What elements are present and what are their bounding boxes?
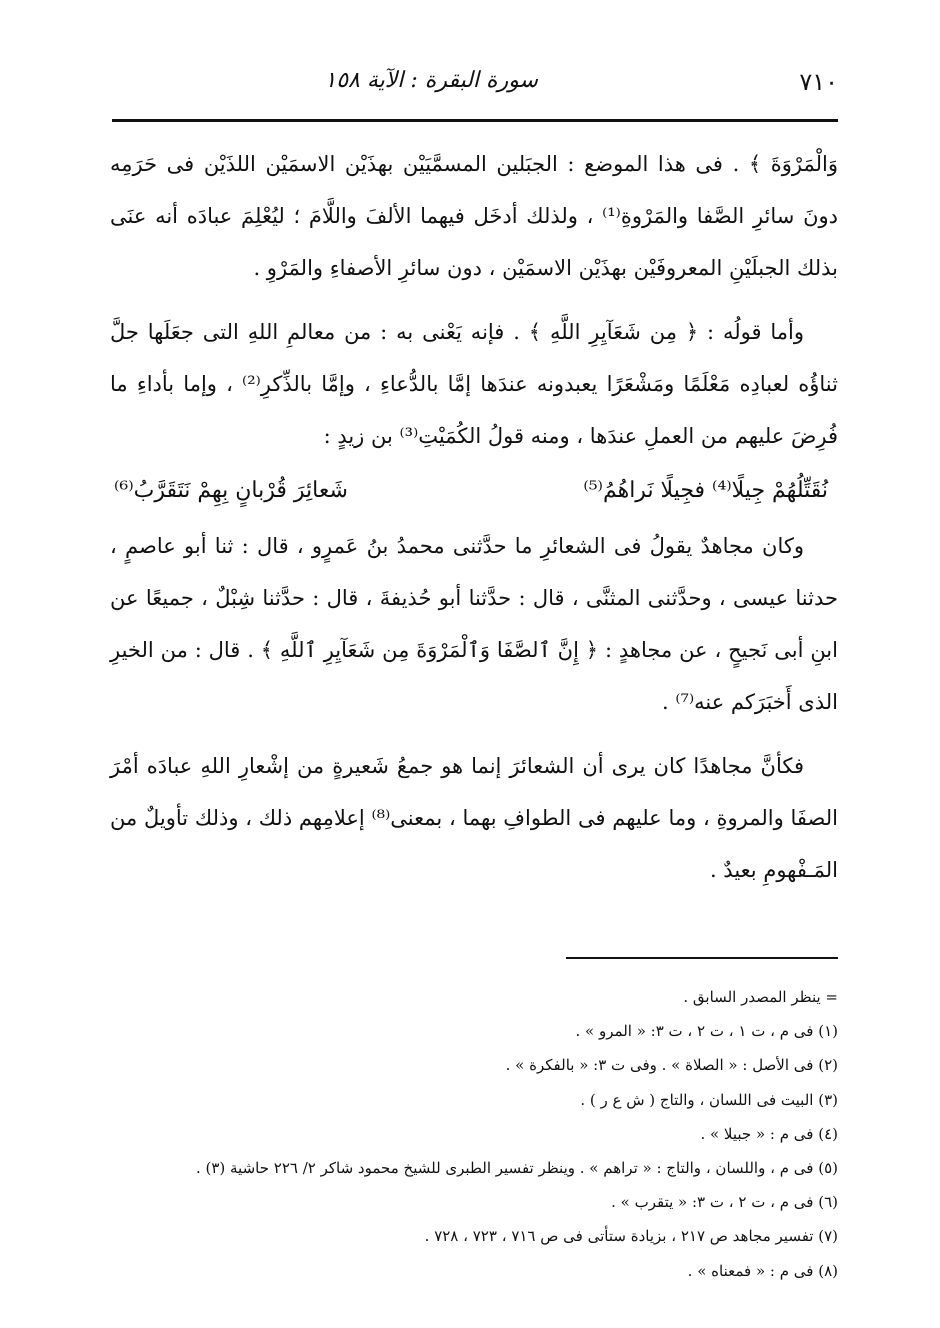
main-text (110, 138, 838, 896)
paragraph-4: فكأنَّ مجاهدًا كان يرى أن الشعائرَ إنما هو جمعُ شَعيرةٍ من إشْعارِ اللهِ عبادَه أمْرَ الصفَا والمروةِ ، وما عليهم فى الطوافِ بهما ، بمعنى⁽⁸⁾ إعلامِهم ذلك ، وذلك تأويلٌ من المَـفْهومِ بعيدٌ . (110, 754, 838, 882)
poetry-verse (110, 462, 838, 520)
footnote: (٣) البيت فى اللسان ، والتاج ( ش ع ر ) . (580, 1090, 838, 1109)
footnote: (٦) فى م ، ت ٢ ، ت ٣: « يتقرب » . (611, 1193, 838, 1212)
footnote: (٨) فى م : « فمعناه » . (687, 1261, 838, 1280)
header-rule (112, 119, 838, 122)
footnote: (٥) فى م ، واللسان ، والتاج : « تراهم » . وينظر تفسير الطبرى للشيخ محمود شاكر ٢/ ٢٢٦ حاشية (٣) . (195, 1159, 838, 1178)
paragraph-1: وَالْمَرْوَةَ ﴾ . فى هذا الموضع : الجبَلين المسمَّيَيْن بهذَيْن الاسمَيْن اللذَيْن فى حَرَمِه دونَ سائرِ الصَّفا والمَرْوةِ⁽¹⁾ ، ولذلك أدخَل فيهما الألفَ واللَّامَ ؛ ليُعْلِمَ عبادَه أنه عنَى بذلك الجبلَيْنِ المعروفَيْن بهذَيْن الاسمَيْن ، دون سائرِ الأصفاءِ والمَرْوِ . (110, 152, 838, 280)
verse-first-hemistich: نُقَتِّلُهُمْ جِيلًا⁽⁴⁾ فجِيلًا نَراهُمُ⁽⁵⁾ (583, 478, 828, 503)
footnote: (١) فى م ، ت ١ ، ت ٢ ، ت ٣: « المرو » . (575, 1022, 838, 1041)
footnote: (٤) فى م : « جبيلا » . (700, 1124, 838, 1143)
footnote: (٧) تفسير مجاهد ص ٢١٧ ، بزيادة ستأتى فى ص ٧١٦ ، ٧٢٣ ، ٧٢٨ . (424, 1227, 838, 1246)
footnote-separator (566, 957, 838, 959)
page-number: ٧١٠ (799, 68, 838, 96)
running-title: سورة البقرة : الآية ١٥٨ (324, 68, 538, 93)
verse-second-hemistich: شَعائِرَ قُرْبانٍ بِهِمْ نَتَقَرَّبُ⁽⁶⁾ (114, 478, 348, 503)
page-header (112, 68, 838, 108)
paragraph-3: وكان مجاهدٌ يقولُ فى الشعائرِ ما حدَّثنى محمدُ بنُ عَمرٍو ، قال : ثنا أبو عاصمٍ ، حدثنا عيسى ، وحدَّثنى المثنَّى ، قال : حدَّثنا أبو حُذيفةَ ، قال : حدَّثنا شِبْلٌ ، جميعًا عن ابنِ أبى نَجيحٍ ، عن مجاهدٍ : ﴿ إِنَّ ٱلصَّفَا وَٱلْمَرْوَةَ مِن شَعَآيِرِ ٱللَّهِ ﴾ . قال : من الخيرِ الذى أَخبَرَكم عنه⁽⁷⁾ . (110, 534, 838, 714)
paragraph-2: وأما قولُه : ﴿ مِن شَعَآيِرِ اللَّهِ ﴾ . فإنه يَعْنى به : من معالمِ اللهِ التى جعَلَها جلَّ ثناؤُه لعبادِه مَعْلَمًا ومَشْعَرًا يعبدونه عندَها إمَّا بالدُّعاءِ ، وإمَّا بالذِّكرِ⁽²⁾ ، وإما بأداءِ ما فُرِضَ عليهم من العملِ عندَها ، ومنه قولُ الكُمَيْتِ⁽³⁾ بن زيدٍ : (110, 320, 838, 448)
footnote: (٢) فى الأصل : « الصلاة » . وفى ت ٣: « بالفكرة » . (505, 1056, 838, 1075)
footnotes (110, 980, 838, 1288)
footnote: = ينظر المصدر السابق . (683, 988, 838, 1006)
